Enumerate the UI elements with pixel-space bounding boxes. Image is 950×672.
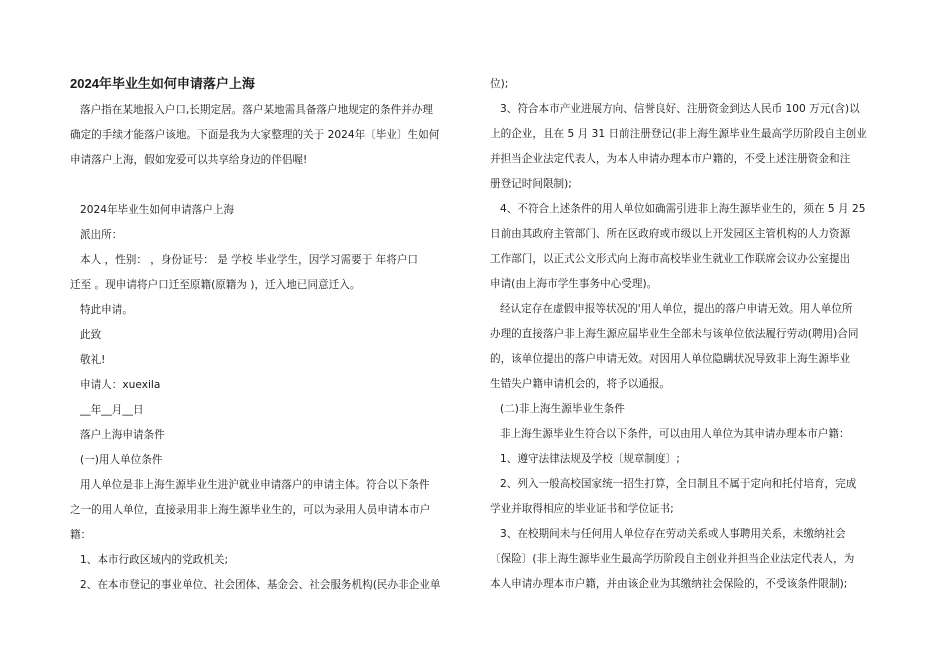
date-line: __年__月__日	[80, 404, 144, 416]
paragraph-line: 申请(由上海市学生事务中心受理)。	[490, 278, 658, 290]
paragraph-line: 日前由其政府主管部门、所在区政府或市级以上开发园区主管机构的人力资源	[490, 228, 851, 240]
paragraph-line: 确定的手续才能落户该地。下面是我为大家整理的关于 2024年〔毕业〕生如何	[70, 129, 440, 141]
paragraph-line: 并担当企业法定代表人，为本人申请办理本市户籍的，不受上述注册资金和注	[490, 153, 851, 165]
left-column	[70, 76, 465, 598]
paragraph-line: 特此申请。	[80, 304, 133, 316]
list-item: 3、在校期间未与任何用人单位存在劳动关系或人事聘用关系，未缴纳社会	[500, 528, 846, 540]
paragraph-line: 上的企业，且在 5 月 31 日前注册登记(非上海生源毕业生最高学历阶段自主创业	[490, 128, 867, 140]
paragraph-line: 〔保险〕(非上海生源毕业生最高学历阶段自主创业并担当企业法定代表人，为	[490, 553, 855, 565]
applicant-line: 申请人：xuexila	[80, 379, 161, 391]
subsection-heading: (二)非上海生源毕业生条件	[500, 403, 625, 415]
subsection-heading: (一)用人单位条件	[80, 454, 163, 466]
list-item: 2、列入一般高校国家统一招生打算，全日制且不属于定向和托付培育，完成	[500, 478, 857, 490]
letter-heading: 2024年毕业生如何申请落户上海	[80, 204, 235, 216]
paragraph-line: 的，该单位提出的落户申请无效。对因用人单位隐瞒状况导致非上海生源毕业	[490, 353, 851, 365]
paragraph-line: 用人单位是非上海生源毕业生进沪就业申请落户的申请主体。符合以下条件	[80, 479, 430, 491]
section-heading: 落户上海申请条件	[80, 429, 165, 441]
list-item: 2、在本市登记的事业单位、社会团体、基金会、社会服务机构(民办非企业单	[80, 579, 441, 591]
paragraph-line: 籍：	[70, 529, 92, 541]
paragraph-line: 此致	[80, 329, 102, 341]
document-title: 2024年毕业生如何申请落户上海	[70, 76, 255, 91]
paragraph-line: 位);	[490, 78, 509, 90]
paragraph-line: 敬礼!	[80, 354, 106, 366]
paragraph-line: 经认定存在虚假申报等状况的'用人单位，提出的落户申请无效。用人单位所	[500, 303, 853, 315]
list-item: 1、本市行政区域内的党政机关;	[80, 554, 229, 566]
blank-line	[70, 173, 465, 198]
paragraph-line: 落户指在某地报入户口,长期定居。落户某地需具备落户地规定的条件并办理	[80, 104, 433, 116]
paragraph-line: 学业并取得相应的毕业证书和学位证书;	[490, 503, 674, 515]
list-item: 1、遵守法律法规及学校〔规章制度〕;	[500, 453, 680, 465]
paragraph-line: 册登记时间限制);	[490, 178, 572, 190]
paragraph-line: 办理的直接落户非上海生源应届毕业生全部未与该单位依法履行劳动(聘用)合同	[490, 328, 859, 340]
paragraph-line: 非上海生源毕业生符合以下条件，可以由用人单位为其申请办理本市户籍：	[500, 428, 850, 440]
list-item: 4、不符合上述条件的用人单位如确需引进非上海生源毕业生的，须在 5 月 25	[500, 203, 866, 215]
paragraph-line: 之一的用人单位，直接录用非上海生源毕业生的，可以为录用人员申请本市户	[70, 504, 431, 516]
right-column	[490, 72, 884, 597]
paragraph-line: 本人申请办理本市户籍，并由该企业为其缴纳社会保险的，不受该条件限制);	[490, 578, 848, 590]
paragraph-line: 申请落户上海，假如宠爱可以共享给身边的伴侣喔!	[70, 154, 308, 166]
paragraph-line: 迁至 。现申请将户口迁至原籍(原籍为 )，迁入地已同意迁入。	[70, 279, 361, 291]
list-item: 3、符合本市产业进展方向、信誉良好、注册资金到达人民币 100 万元(含)以	[500, 103, 860, 115]
paragraph-line: 工作部门，以正式公文形式向上海市高校毕业生就业工作联席会议办公室提出	[490, 253, 851, 265]
paragraph-line: 本人 ，性别： ，身份证号： 是 学校 毕业学生，因学习需要于 年将户口	[80, 254, 419, 266]
letter-recipient: 派出所：	[80, 229, 123, 241]
paragraph-line: 生错失户籍申请机会的，将予以通报。	[490, 378, 671, 390]
